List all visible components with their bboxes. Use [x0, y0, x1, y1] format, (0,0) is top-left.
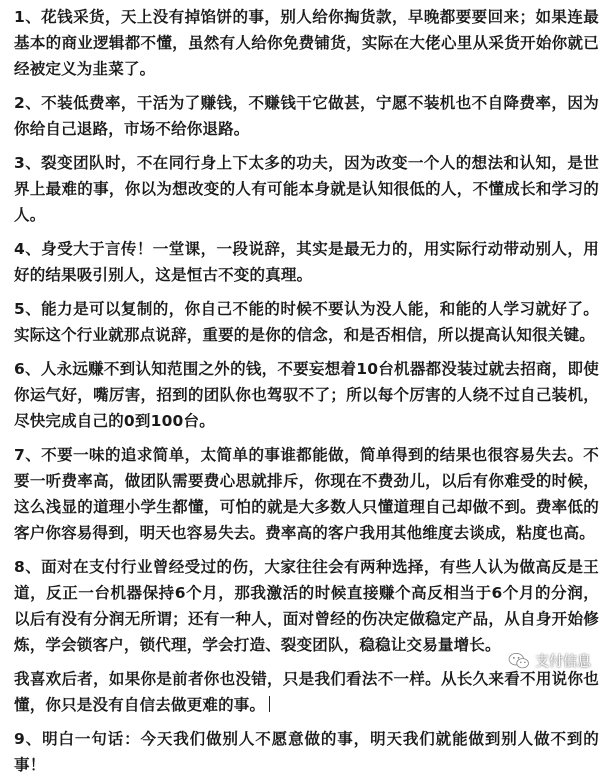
- watermark: [508, 651, 591, 671]
- paragraph-8: 8、面对在支付行业曾经受过的伤，大家往往会有两种选择，有些人认为做高反是王道，反正一台机器保持6个月，那我激活的时候直接赚个高反相当于6个月的分润，以后有没有分润无所谓；还有一种人，面对曾经的伤决定做稳定产品，从自身开始修炼，学会锁客户，锁代理，学会打造、裂变团队，稳稳让交易量增长。: [14, 558, 599, 654]
- paragraph-1: 1、花钱采货，天上没有掉馅饼的事，别人给你掏货款，早晚都要要回来；如果连最基本的商业逻辑都不懂，虽然有人给你免费铺货，实际在大佬心里从采货开始你就已经被定义为韭菜了。: [14, 8, 599, 78]
- paragraph-5: 5、能力是可以复制的，你自己不能的时候不要认为没人能，和能的人学习就好了。实际这个行业就那点说辞，重要的是你的信念，和是否相信，所以提高认知很关键。: [14, 300, 599, 344]
- paragraph-6: 6、人永远赚不到认知范围之外的钱，不要妄想着10台机器都没装过就去招商，即使你运气好，嘴厉害，招到的团队你也驾驭不了；所以每个厉害的人绕不过自己装机，尽快完成自己的0到100台。: [14, 360, 599, 430]
- wechat-icon: [508, 652, 530, 670]
- text-cursor: [269, 696, 270, 712]
- paragraph-3: 3、裂变团队时，不在同行身上下太多的功夫，因为改变一个人的想法和认知，是世界上最难的事，你以为想改变的人有可能本身就是认知很低的人，不懂成长和学习的人。: [14, 154, 599, 224]
- paragraph-9: 9、明白一句话：今天我们做别人不愿意做的事，明天我们就能做到别人做不到的事！: [14, 730, 599, 774]
- paragraph-4: 4、身受大于言传！一堂课，一段说辞，其实是最无力的，用实际行动带动别人，用好的结果吸引别人，这是恒古不变的真理。: [14, 240, 599, 284]
- watermark-text: 支付信息: [535, 654, 591, 670]
- paragraph-8-followup: [14, 666, 599, 718]
- paragraph-2: 2、不装低费率，干活为了赚钱，不赚钱干它做甚，宁愿不装机也不自降费率，因为你给自己退路，市场不给你退路。: [14, 94, 599, 138]
- paragraph-7: 7、不要一味的追求简单，太简单的事谁都能做，简单得到的结果也很容易失去。不要一听费率高，做团队需要费心思就排斥，你现在不费劲儿，以后有你难受的时候，这么浅显的道理小学生都懂，可怕的就是大多数人只懂道理自己却做不到。费率低的客户你容易得到，明天也容易失去。费率高的客户我用其他维度去谈成，粘度也高。: [14, 446, 599, 542]
- paragraph-8-followup-text: 我喜欢后者，如果你是前者你也没错，只是我们看法不一样。从长久来看不用说你也懂，你只是没有自信去做更难的事。: [14, 670, 599, 714]
